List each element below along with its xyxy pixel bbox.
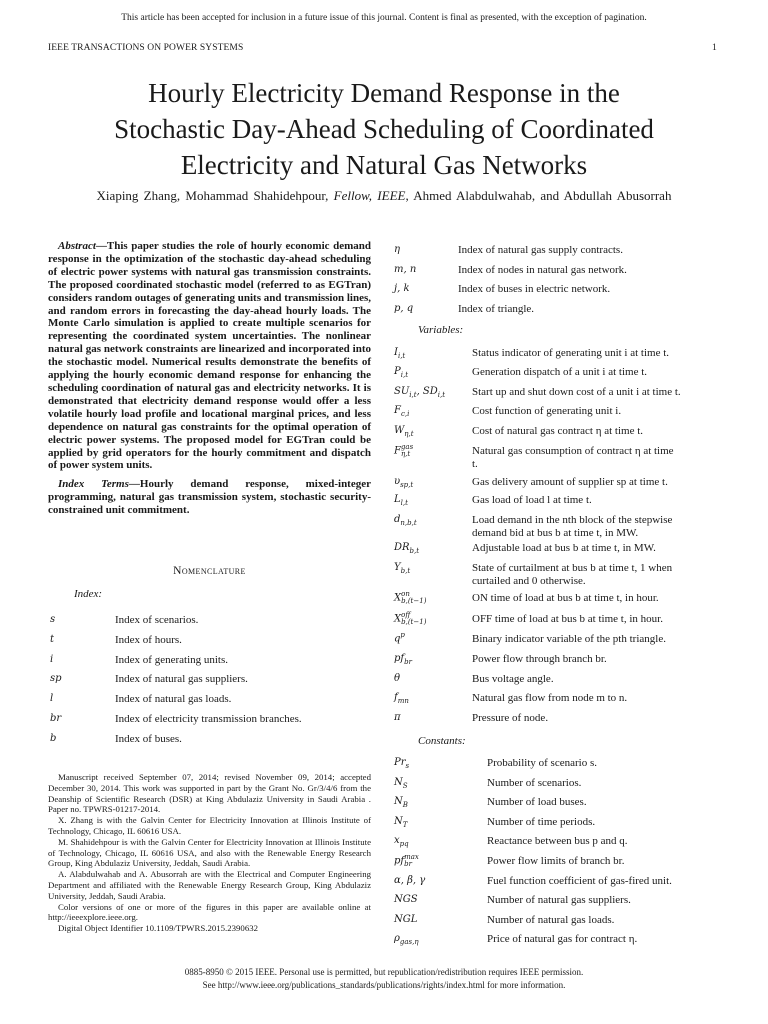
nomenclature-definition: Index of buses in electric network. bbox=[458, 283, 611, 296]
nomenclature-row bbox=[394, 756, 724, 770]
nomenclature-definition: Price of natural gas for contract η. bbox=[487, 933, 638, 946]
journal-name: IEEE TRANSACTIONS ON POWER SYSTEMS bbox=[48, 43, 244, 53]
nomenclature-definition: OFF time of load at bus b at time t, in hour. bbox=[472, 613, 663, 625]
nomenclature-definition: Index of natural gas supply contracts. bbox=[458, 244, 623, 256]
footnote: X. Zhang is with the Galvin Center for Electricity Innovation at Illinois Institute of Technology, Chicago, IL 60616 USA. bbox=[48, 815, 371, 836]
copyright-footer bbox=[0, 966, 768, 992]
nomenclature-symbol: i bbox=[50, 653, 54, 665]
nomenclature-row bbox=[394, 493, 724, 507]
paper-title bbox=[40, 75, 728, 183]
nomenclature-row bbox=[394, 385, 724, 399]
nomenclature-symbol: q p bbox=[394, 631, 405, 645]
nomenclature-symbol: x pq bbox=[394, 835, 409, 849]
nomenclature-definition: Number of load buses. bbox=[487, 796, 587, 809]
nomenclature-symbol: DR b,t bbox=[394, 542, 420, 555]
nomenclature-definition: Index of scenarios. bbox=[115, 614, 199, 626]
footnote: Digital Object Identifier 10.1109/TPWRS.2015.2390632 bbox=[58, 923, 259, 934]
nomenclature-symbol: α, β, γ bbox=[394, 874, 426, 886]
nomenclature-row bbox=[394, 711, 724, 725]
footnote: A. Alabdulwahab and A. Abusorrah are with the Electrical and Computer Engineering Department and affiliated with the Renewable Energy Research Group, King Abdulaziz University, Jeddah, Saudi Arabia. bbox=[48, 869, 371, 901]
nomenclature-definition: Load demand in the nth block of the stepwise bbox=[472, 514, 673, 526]
nomenclature-definition: Start up and shut down cost of a unit i at time t. bbox=[472, 386, 681, 398]
nomenclature-symbol: υ sp,t bbox=[394, 476, 414, 489]
nomenclature-symbol: F c,i bbox=[394, 405, 410, 418]
nomenclature-definition: Reactance between bus p and q. bbox=[487, 835, 628, 848]
page-number: 1 bbox=[712, 43, 717, 53]
nomenclature-definition-cont: demand bid at bus b at time t, in MW. bbox=[472, 527, 639, 539]
acceptance-note: This article has been accepted for inclusion in a future issue of this journal. Content is final as presented, with the exception of pagination. bbox=[121, 13, 647, 23]
nomenclature-symbol: θ bbox=[394, 673, 401, 684]
nomenclature-definition: Cost of natural gas contract η at time t. bbox=[472, 425, 644, 437]
nomenclature-row bbox=[394, 632, 724, 646]
nomenclature-symbol: pf max br bbox=[394, 853, 419, 868]
nomenclature-row bbox=[394, 612, 724, 626]
nomenclature-row bbox=[394, 513, 724, 539]
nomenclature-definition: Power flow through branch br. bbox=[472, 653, 607, 665]
nomenclature-row bbox=[394, 795, 724, 809]
nomenclature-row bbox=[394, 893, 724, 907]
nomenclature-definition: Gas load of load l at time t. bbox=[472, 494, 592, 506]
nomenclature-row bbox=[394, 913, 724, 927]
nomenclature-symbol: N B bbox=[394, 796, 408, 810]
nomenclature-row bbox=[394, 874, 724, 888]
nomenclature-symbol: p, q bbox=[394, 303, 414, 315]
nomenclature-definition: Index of buses. bbox=[115, 732, 182, 745]
nomenclature-row bbox=[394, 243, 724, 257]
nomenclature-symbol: sp bbox=[50, 673, 62, 685]
nomenclature-definition: Index of natural gas suppliers. bbox=[115, 673, 248, 686]
nomenclature-definition: Number of scenarios. bbox=[487, 776, 582, 789]
nomenclature-definition: Adjustable load at bus b at time t, in MW. bbox=[472, 542, 656, 554]
nomenclature-symbol: N S bbox=[394, 776, 408, 790]
nomenclature-row bbox=[394, 475, 724, 489]
nomenclature-definition: Bus voltage angle. bbox=[472, 673, 554, 685]
constants-subheading: Constants: bbox=[418, 735, 466, 747]
nomenclature-heading: Nomenclature bbox=[173, 565, 246, 577]
nomenclature-symbol: f mn bbox=[394, 692, 409, 705]
nomenclature-row bbox=[50, 613, 380, 627]
nomenclature-row bbox=[394, 404, 724, 418]
nomenclature-row bbox=[394, 443, 724, 470]
footnote: M. Shahidehpour is with the Galvin Center for Electricity Innovation at Illinois Institute of Technology, Chicago, IL 60616 USA, and also with the Renewable Energy Research Group, King Abdulaziz University, Jeddah, Saudi Arabia. bbox=[48, 836, 371, 869]
nomenclature-row bbox=[394, 815, 724, 829]
nomenclature-symbol: X on b,(t−1) bbox=[394, 590, 427, 605]
nomenclature-symbol: N T bbox=[394, 815, 408, 829]
nomenclature-row bbox=[50, 653, 380, 667]
nomenclature-definition: Binary indicator variable of the pth triangle. bbox=[472, 633, 666, 645]
footnotes bbox=[48, 772, 371, 934]
index-terms-label: Index Terms bbox=[58, 478, 129, 491]
nomenclature-definition: Generation dispatch of a unit i at time t. bbox=[472, 366, 648, 378]
nomenclature-row bbox=[394, 365, 724, 379]
nomenclature-symbol: s bbox=[50, 614, 56, 625]
footnote: Color versions of one or more of the figures in this paper are available online at http://ieeexplore.ieee.org. bbox=[48, 901, 371, 923]
nomenclature-symbol: W η,t bbox=[394, 425, 414, 438]
nomenclature-symbol: br bbox=[50, 713, 62, 724]
nomenclature-definition: Number of time periods. bbox=[487, 815, 596, 828]
nomenclature-row bbox=[50, 732, 380, 746]
abstract-label: Abstract bbox=[58, 240, 96, 252]
nomenclature-definition: Index of hours. bbox=[115, 633, 182, 646]
nomenclature-definition: State of curtailment at bus b at time t, 1 when bbox=[472, 562, 673, 574]
title-line: Hourly Electricity Demand Response in the bbox=[148, 78, 620, 108]
nomenclature-definition: Power flow limits of branch br. bbox=[487, 855, 625, 867]
nomenclature-row bbox=[394, 282, 724, 296]
nomenclature-definition: Pressure of node. bbox=[472, 712, 549, 724]
nomenclature-definition: Fuel function coefficient of gas-fired unit. bbox=[487, 874, 672, 887]
nomenclature-symbol: I i,t bbox=[394, 347, 406, 360]
nomenclature-row bbox=[394, 561, 724, 587]
nomenclature-definition: Natural gas consumption of contract η at time bbox=[472, 445, 674, 457]
nomenclature-definition: Natural gas flow from node m to n. bbox=[472, 692, 628, 704]
nomenclature-row bbox=[394, 424, 724, 438]
author-grade: Fellow, IEEE bbox=[333, 188, 406, 203]
nomenclature-symbol: l bbox=[50, 693, 54, 705]
nomenclature-row bbox=[50, 633, 380, 647]
nomenclature-symbol: P i,t bbox=[394, 366, 409, 379]
nomenclature-symbol: b bbox=[50, 732, 57, 744]
abstract bbox=[48, 240, 371, 472]
nomenclature-definition: Number of natural gas loads. bbox=[487, 913, 615, 926]
nomenclature-symbol: ρ gas,η bbox=[394, 933, 419, 947]
nomenclature-row bbox=[394, 652, 724, 666]
authors-text: , Ahmed Alabdulwahab, and Abdullah Abusorrah bbox=[405, 188, 672, 203]
nomenclature-symbol: η bbox=[394, 244, 400, 255]
nomenclature-row bbox=[50, 712, 380, 726]
nomenclature-row bbox=[394, 302, 724, 316]
nomenclature-symbol: m, n bbox=[394, 263, 417, 275]
nomenclature-symbol: NGL bbox=[394, 913, 418, 925]
nomenclature-symbol: Pr s bbox=[394, 757, 410, 770]
nomenclature-symbol: NGS bbox=[394, 894, 418, 906]
nomenclature-row bbox=[394, 541, 724, 555]
nomenclature-definition: Index of electricity transmission branches. bbox=[115, 713, 302, 725]
nomenclature-definition: Status indicator of generating unit i at time t. bbox=[472, 347, 670, 359]
nomenclature-definition: Number of natural gas suppliers. bbox=[487, 894, 631, 907]
nomenclature-definition: Gas delivery amount of supplier sp at time t. bbox=[472, 476, 668, 488]
index-terms bbox=[48, 478, 371, 517]
nomenclature-row bbox=[50, 692, 380, 706]
nomenclature-definition-cont: curtailed and 0 otherwise. bbox=[472, 575, 586, 587]
nomenclature-symbol: j, k bbox=[394, 283, 410, 295]
rights-line: See http://www.ieee.org/publications_standards/publications/rights/index.html for more information. bbox=[202, 980, 566, 990]
nomenclature-row bbox=[394, 263, 724, 277]
nomenclature-row bbox=[394, 932, 724, 946]
nomenclature-row bbox=[394, 854, 724, 868]
index-subheading: Index: bbox=[74, 588, 103, 600]
nomenclature-definition: Index of triangle. bbox=[458, 303, 535, 316]
nomenclature-symbol: π bbox=[394, 712, 401, 723]
nomenclature-definition: Index of generating units. bbox=[115, 653, 229, 666]
nomenclature-symbol: F gas η,t bbox=[394, 443, 414, 458]
left-column bbox=[48, 240, 371, 517]
nomenclature-symbol: L l,t bbox=[394, 494, 408, 507]
footnote: Manuscript received September 07, 2014; revised November 09, 2014; accepted December 30, 2014. This work was supported in part by the Grant No. Gr/3/4/6 from the Deanship of Scientific Research (DSR) at King Abdulaziz University in Saudi Arabia . Paper no. TPWRS-01217-2014. bbox=[48, 772, 371, 815]
nomenclature-row bbox=[394, 776, 724, 790]
nomenclature-definition: ON time of load at bus b at time t, in hour. bbox=[472, 592, 659, 604]
nomenclature-definition: Index of natural gas loads. bbox=[115, 693, 232, 706]
nomenclature-symbol: Y b,t bbox=[394, 562, 411, 575]
authors-text: Xiaping Zhang, Mohammad Shahidehpour, bbox=[96, 188, 334, 203]
nomenclature-symbol: t bbox=[50, 633, 55, 645]
nomenclature-row bbox=[50, 672, 380, 686]
nomenclature-symbol: pf br bbox=[394, 653, 412, 666]
abstract-text: —This paper studies the role of hourly economic demand response in the optimization of the stochastic day-ahead scheduling of electric power systems with natural gas transmission constraints. The proposed coordinated stochastic model (referred to as EGTran) considers random outages of generating units and transmission lines, and random errors in forecasting the day-ahead hourly loads. The Monte Carlo simulation is applied to create multiple scenarios for representing the coordinated system uncertainties. The nonlinear natural gas network constraints are linearized and incorporated into the stochastic model. Numerical results demonstrate the benefits of applying the hourly economic demand response for enhancing the scheduling coordination of natural gas and electricity networks. It is demonstrated that electricity demand response would offer a less volatile hourly load profile and locational marginal prices, and less dependence on natural gas constraints for the optimal operation of electric power systems. The proposed model for EGTran could be applied by grid operators for the hourly commitment and dispatch of power system units. bbox=[48, 240, 372, 472]
nomenclature-row bbox=[394, 834, 724, 848]
nomenclature-definition: Cost function of generating unit i. bbox=[472, 405, 622, 417]
nomenclature-symbol: X off b,(t−1) bbox=[394, 611, 427, 626]
nomenclature-symbol: d n,b,t bbox=[394, 514, 417, 527]
author-list bbox=[40, 188, 728, 204]
nomenclature-definition-cont: t. bbox=[472, 458, 478, 470]
title-line: Electricity and Natural Gas Networks bbox=[180, 150, 588, 180]
nomenclature-row bbox=[394, 672, 724, 686]
nomenclature-row bbox=[394, 346, 724, 360]
nomenclature-symbol: SU i,t , $SD_{i,t}$ bbox=[394, 386, 446, 399]
index-terms-text: —Hourly demand response, mixed-integer programming, natural gas transmission system, stochastic security-constrained unit commitment. bbox=[48, 478, 371, 517]
variables-subheading: Variables: bbox=[418, 324, 464, 336]
copyright-line: 0885-8950 © 2015 IEEE. Personal use is permitted, but republication/redistribution requires IEEE permission. bbox=[184, 967, 584, 977]
nomenclature-definition: Probability of scenario s. bbox=[487, 757, 597, 769]
title-line: Stochastic Day-Ahead Scheduling of Coordinated bbox=[114, 114, 654, 144]
nomenclature-definition: Index of nodes in natural gas network. bbox=[458, 263, 627, 276]
nomenclature-row bbox=[394, 591, 724, 605]
nomenclature-row bbox=[394, 691, 724, 705]
